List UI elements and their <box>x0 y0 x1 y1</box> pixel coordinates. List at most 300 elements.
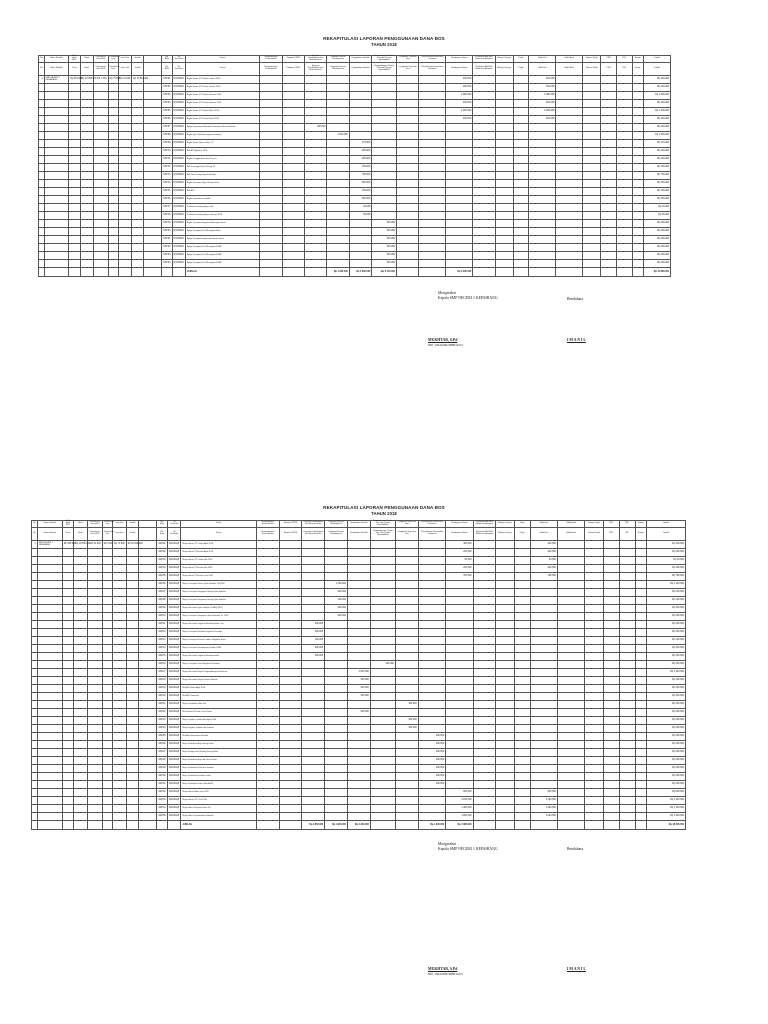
empty-cell <box>139 660 157 668</box>
empty-cell <box>635 788 646 796</box>
empty-cell <box>530 724 557 732</box>
empty-cell <box>473 179 495 187</box>
empty-cell <box>113 692 127 700</box>
empty-cell <box>601 107 617 115</box>
empty-cell <box>530 772 557 780</box>
cell-uraian: Bayar Konsumsi Rapat Dewan Guru <box>185 179 259 187</box>
empty-cell <box>325 628 348 636</box>
cell-tgl: 10/4/2018 <box>167 588 181 596</box>
empty-cell <box>446 780 473 788</box>
empty-cell <box>144 195 162 203</box>
empty-cell <box>256 564 279 572</box>
empty-cell <box>69 259 80 267</box>
cell-no: 001/01 <box>162 75 172 83</box>
empty-cell <box>601 99 617 107</box>
column-header: Uraian <box>185 62 259 75</box>
empty-cell <box>279 692 302 700</box>
empty-cell <box>370 772 395 780</box>
empty-cell <box>418 620 445 628</box>
cell-k8: 200.000 <box>418 732 445 740</box>
cell-total: Rp 300.000 <box>646 644 685 652</box>
empty-cell <box>256 796 279 804</box>
empty-cell <box>557 660 584 668</box>
cell-kas: 1.400.000 <box>530 804 557 812</box>
empty-cell <box>496 724 514 732</box>
empty-cell <box>370 804 395 812</box>
column-header: Pemeliharaan Sarana dan Prasarana <box>419 62 446 75</box>
empty-cell <box>260 91 282 99</box>
report-year: TAHUN 2018 <box>371 511 397 516</box>
empty-cell <box>74 788 88 796</box>
empty-cell <box>418 556 445 564</box>
cell-k5: 200.000 <box>349 147 371 155</box>
column-header: Bunga <box>632 62 643 75</box>
cell-uraian: Bayar Honor GTT bulan Februari 2018 <box>185 91 259 99</box>
cell-tgl: 10/4/2018 <box>167 796 181 804</box>
empty-cell <box>62 572 73 580</box>
table-row <box>39 171 671 179</box>
empty-cell <box>74 796 88 804</box>
empty-cell <box>327 203 349 211</box>
column-header-group: PPh <box>616 56 632 63</box>
empty-cell <box>635 548 646 556</box>
cell-uraian: Bayar Konsumsi Kegiatan Ekstrakurikuler Osis <box>181 620 256 628</box>
empty-cell <box>495 147 513 155</box>
empty-cell <box>514 692 530 700</box>
cell-total: Rp 300.000 <box>643 235 670 243</box>
empty-cell <box>616 75 632 83</box>
empty-cell <box>396 83 418 91</box>
signature-block-treasurer <box>567 847 583 852</box>
empty-cell <box>495 115 513 123</box>
empty-cell <box>69 227 80 235</box>
empty-cell <box>113 684 127 692</box>
empty-cell <box>370 780 395 788</box>
empty-cell <box>529 187 556 195</box>
empty-cell <box>370 820 395 829</box>
empty-cell <box>583 203 601 211</box>
cell-uraian: Bayar Honor PTK bulan Mei 2018 <box>181 564 256 572</box>
empty-cell <box>603 548 619 556</box>
cell-tgl: 10/4/2018 <box>167 732 181 740</box>
empty-cell <box>327 187 349 195</box>
empty-cell <box>530 628 557 636</box>
empty-cell <box>583 99 601 107</box>
cell-tgl: 2/10/2018 <box>172 203 185 211</box>
empty-cell <box>603 588 619 596</box>
empty-cell <box>132 83 144 91</box>
empty-cell <box>616 123 632 131</box>
empty-cell <box>44 243 69 251</box>
empty-cell <box>256 764 279 772</box>
empty-cell <box>395 756 418 764</box>
empty-cell <box>619 620 635 628</box>
empty-cell <box>87 644 102 652</box>
empty-cell <box>302 660 325 668</box>
empty-cell <box>348 732 371 740</box>
empty-cell <box>557 572 584 580</box>
empty-cell <box>132 139 144 147</box>
empty-cell <box>395 580 418 588</box>
cell-tgl: 10/4/2018 <box>167 724 181 732</box>
empty-cell <box>102 588 112 596</box>
empty-cell <box>530 620 557 628</box>
cell-uraian: Bayar Tagihan Telepon dan Internet <box>181 724 256 732</box>
empty-cell <box>496 604 514 612</box>
empty-cell <box>601 179 617 187</box>
column-header-group: Pengelolaan Sekolah <box>349 56 371 63</box>
empty-cell <box>530 740 557 748</box>
cell-tgl: 2/10/2018 <box>172 227 185 235</box>
empty-cell <box>603 812 619 820</box>
empty-cell <box>327 107 349 115</box>
empty-cell <box>473 572 496 580</box>
cell-kas: 400.000 <box>529 115 556 123</box>
empty-cell <box>132 147 144 155</box>
empty-cell <box>556 147 583 155</box>
cell-total: Rp 800.000 <box>646 788 685 796</box>
empty-cell <box>495 235 513 243</box>
empty-cell <box>132 171 144 179</box>
cell-total: Rp 200.000 <box>646 772 685 780</box>
bos-recap-table <box>38 55 671 277</box>
empty-cell <box>601 195 617 203</box>
empty-cell <box>279 700 302 708</box>
empty-cell <box>256 628 279 636</box>
column-header: Pengembangan Profesi Guru dan Tenaga Kependidikan <box>372 62 397 75</box>
column-header: Uraian <box>181 527 256 540</box>
empty-cell <box>304 147 326 155</box>
empty-cell <box>144 123 162 131</box>
total-k5: Rp 1.800.000 <box>349 267 371 276</box>
empty-cell <box>370 564 395 572</box>
empty-cell <box>37 548 62 556</box>
empty-cell <box>118 243 131 251</box>
empty-cell <box>514 556 530 564</box>
empty-cell <box>282 243 304 251</box>
cell-uraian: Bayar Transport Pengawas Ruang Ujian Sekolah <box>181 588 256 596</box>
cell-kas: 1.000.000 <box>530 812 557 820</box>
empty-cell <box>302 556 325 564</box>
column-header-group: Saldo Bank <box>557 521 584 528</box>
empty-cell <box>74 628 88 636</box>
empty-cell <box>496 548 514 556</box>
empty-cell <box>495 155 513 163</box>
empty-cell <box>585 612 603 620</box>
empty-cell <box>603 692 619 700</box>
empty-cell <box>118 171 131 179</box>
empty-cell <box>556 235 583 243</box>
empty-cell <box>529 155 556 163</box>
empty-cell <box>37 660 62 668</box>
empty-cell <box>370 748 395 756</box>
empty-cell <box>256 732 279 740</box>
empty-cell <box>74 812 88 820</box>
empty-cell <box>62 564 73 572</box>
empty-cell <box>473 780 496 788</box>
empty-cell <box>108 235 118 243</box>
cell-kas: 800.000 <box>530 788 557 796</box>
empty-cell <box>495 91 513 99</box>
column-header: Jasa Giro <box>113 527 127 540</box>
empty-cell <box>603 700 619 708</box>
table-row <box>32 748 686 756</box>
empty-cell <box>513 235 529 243</box>
empty-cell <box>69 251 80 259</box>
opening-balance-cell: Rp 75.650 <box>108 75 118 83</box>
empty-cell <box>419 195 446 203</box>
empty-cell <box>530 636 557 644</box>
empty-cell <box>348 716 371 724</box>
empty-cell <box>304 251 326 259</box>
empty-cell <box>446 179 473 187</box>
empty-cell <box>446 604 473 612</box>
empty-cell <box>279 596 302 604</box>
empty-cell <box>370 676 395 684</box>
empty-cell <box>93 91 108 99</box>
cell-honor: 50.000 <box>446 556 473 564</box>
empty-cell <box>495 259 513 267</box>
empty-cell <box>348 756 371 764</box>
cell-no: 001/06 <box>162 115 172 123</box>
cell-total: Rp 1.000.000 <box>646 812 685 820</box>
empty-cell <box>557 620 584 628</box>
empty-cell <box>496 740 514 748</box>
empty-cell <box>327 99 349 107</box>
empty-cell <box>44 147 69 155</box>
empty-cell <box>349 83 371 91</box>
empty-cell <box>418 804 445 812</box>
empty-cell <box>395 692 418 700</box>
empty-cell <box>37 804 62 812</box>
empty-cell <box>126 812 139 820</box>
empty-cell <box>418 708 445 716</box>
column-header: Tunai <box>62 527 73 540</box>
empty-cell <box>583 187 601 195</box>
empty-cell <box>473 692 496 700</box>
empty-cell <box>513 123 529 131</box>
empty-cell <box>419 259 446 267</box>
cell-total: Rp 200.000 <box>646 748 685 756</box>
empty-cell <box>446 652 473 660</box>
empty-cell <box>583 147 601 155</box>
empty-cell <box>619 724 635 732</box>
empty-cell <box>556 107 583 115</box>
empty-cell <box>327 171 349 179</box>
empty-cell <box>302 548 325 556</box>
empty-cell <box>395 780 418 788</box>
empty-cell <box>418 636 445 644</box>
empty-cell <box>126 644 139 652</box>
cell-no: 001/23 <box>162 251 172 259</box>
cell-uraian: Bayar Transport Guru Mengikuti Pelatihan <box>181 660 256 668</box>
empty-cell <box>327 91 349 99</box>
empty-cell <box>619 556 635 564</box>
cell-total: Rp 300.000 <box>643 227 670 235</box>
empty-cell <box>395 804 418 812</box>
empty-cell <box>302 588 325 596</box>
empty-cell <box>513 155 529 163</box>
empty-cell <box>395 820 418 829</box>
cell-no: 001/05 <box>162 107 172 115</box>
empty-cell <box>325 564 348 572</box>
empty-cell <box>530 780 557 788</box>
empty-cell <box>74 780 88 788</box>
empty-cell <box>327 251 349 259</box>
cell-k4: 300.000 <box>325 604 348 612</box>
empty-cell <box>113 668 127 676</box>
empty-cell <box>601 163 617 171</box>
empty-cell <box>87 692 102 700</box>
empty-cell <box>62 756 73 764</box>
empty-cell <box>260 267 282 276</box>
empty-cell <box>139 572 157 580</box>
column-header-group: Bunga <box>632 56 643 63</box>
total-k4: Rp 1.250.000 <box>327 267 349 276</box>
empty-cell <box>395 652 418 660</box>
column-header: Kegiatan Evaluasi Pembelajaran <box>325 527 348 540</box>
empty-cell <box>126 820 139 829</box>
column-header-group: Saldo Kas <box>529 56 556 63</box>
empty-cell <box>325 652 348 660</box>
empty-cell <box>302 692 325 700</box>
empty-cell <box>473 596 496 604</box>
empty-cell <box>585 820 603 829</box>
empty-cell <box>37 700 62 708</box>
empty-cell <box>93 171 108 179</box>
table-row <box>32 772 686 780</box>
cell-total: Rp 200.000 <box>646 548 685 556</box>
empty-cell <box>139 732 157 740</box>
cell-total: Rp 200.000 <box>643 147 670 155</box>
empty-cell <box>419 179 446 187</box>
empty-cell <box>37 812 62 820</box>
empty-cell <box>635 708 646 716</box>
cell-no: 002/10 <box>157 612 167 620</box>
column-header-group: Nama Sekolah <box>37 521 62 528</box>
table-row <box>32 724 686 732</box>
empty-cell <box>37 716 62 724</box>
empty-cell <box>69 155 80 163</box>
empty-cell <box>62 636 73 644</box>
empty-cell <box>87 780 102 788</box>
empty-cell <box>279 628 302 636</box>
empty-cell <box>62 716 73 724</box>
cell-total: Rp 200.000 <box>646 756 685 764</box>
empty-cell <box>473 612 496 620</box>
empty-cell <box>603 652 619 660</box>
column-header-group: Belanja Lainnya <box>495 56 513 63</box>
empty-cell <box>325 812 348 820</box>
cell-uraian: Beli ATK Agustus 2018 <box>185 147 259 155</box>
cell-honor: 1.200.000 <box>446 107 473 115</box>
empty-cell <box>496 732 514 740</box>
empty-cell <box>260 163 282 171</box>
empty-cell <box>302 740 325 748</box>
row-number-cell: 1 <box>39 75 45 83</box>
empty-cell <box>529 171 556 179</box>
empty-cell <box>139 804 157 812</box>
empty-cell <box>37 564 62 572</box>
empty-cell <box>113 788 127 796</box>
empty-cell <box>256 660 279 668</box>
empty-cell <box>87 820 102 829</box>
empty-cell <box>603 564 619 572</box>
empty-cell <box>418 548 445 556</box>
empty-cell <box>446 628 473 636</box>
empty-cell <box>37 796 62 804</box>
empty-cell <box>325 692 348 700</box>
empty-cell <box>256 676 279 684</box>
cell-total: Rp 200.000 <box>646 716 685 724</box>
empty-cell <box>583 107 601 115</box>
empty-cell <box>446 163 473 171</box>
empty-cell <box>74 708 88 716</box>
cell-uraian: Bayar Transport Pengawas Ujian Nasional Th. 2018 <box>181 612 256 620</box>
treasurer-name: I M A N I L <box>567 338 586 342</box>
empty-cell <box>302 788 325 796</box>
cell-uraian: Bayar Ujian Sekolah Kegiatan Evaluasi <box>185 131 259 139</box>
empty-cell <box>260 99 282 107</box>
empty-cell <box>529 195 556 203</box>
empty-cell <box>372 163 397 171</box>
empty-cell <box>601 115 617 123</box>
cell-tgl: 2/10/2018 <box>172 235 185 243</box>
empty-cell <box>530 612 557 620</box>
cell-no: 001/12 <box>162 163 172 171</box>
empty-cell <box>446 171 473 179</box>
report-title: REKAPITULASI LAPORAN PENGGUNAAN DANA BOS <box>323 505 445 510</box>
empty-cell <box>74 596 88 604</box>
empty-cell <box>557 740 584 748</box>
empty-cell <box>530 700 557 708</box>
cell-tgl: 10/4/2018 <box>167 548 181 556</box>
column-header-group: PPN <box>603 521 619 528</box>
empty-cell <box>139 620 157 628</box>
cell-total: Rp 400.000 <box>646 652 685 660</box>
empty-cell <box>69 147 80 155</box>
empty-cell <box>529 211 556 219</box>
cell-k5: 200.000 <box>348 708 371 716</box>
empty-cell <box>619 652 635 660</box>
cell-tgl: 10/4/2018 <box>167 716 181 724</box>
empty-cell <box>260 259 282 267</box>
empty-cell <box>514 796 530 804</box>
empty-cell <box>370 692 395 700</box>
cell-tgl: 10/4/2018 <box>167 804 181 812</box>
empty-cell <box>514 820 530 829</box>
cell-tgl: 2/10/2018 <box>172 123 185 131</box>
empty-cell <box>601 75 617 83</box>
empty-cell <box>102 748 112 756</box>
empty-cell <box>80 195 93 203</box>
empty-cell <box>282 139 304 147</box>
column-header-group: Penerimaan Dana BOS <box>87 521 102 528</box>
table-row <box>39 203 671 211</box>
empty-cell <box>632 243 643 251</box>
empty-cell <box>635 620 646 628</box>
empty-cell <box>419 99 446 107</box>
empty-cell <box>102 628 112 636</box>
cell-no: 002/09 <box>157 604 167 612</box>
cell-tgl: 2/10/2018 <box>172 163 185 171</box>
empty-cell <box>62 676 73 684</box>
cell-uraian: Bayar Honor GTT bulan Maret 2018 <box>185 107 259 115</box>
empty-cell <box>144 179 162 187</box>
empty-cell <box>93 99 108 107</box>
empty-cell <box>118 139 131 147</box>
cell-tgl: 2/10/2018 <box>172 83 185 91</box>
